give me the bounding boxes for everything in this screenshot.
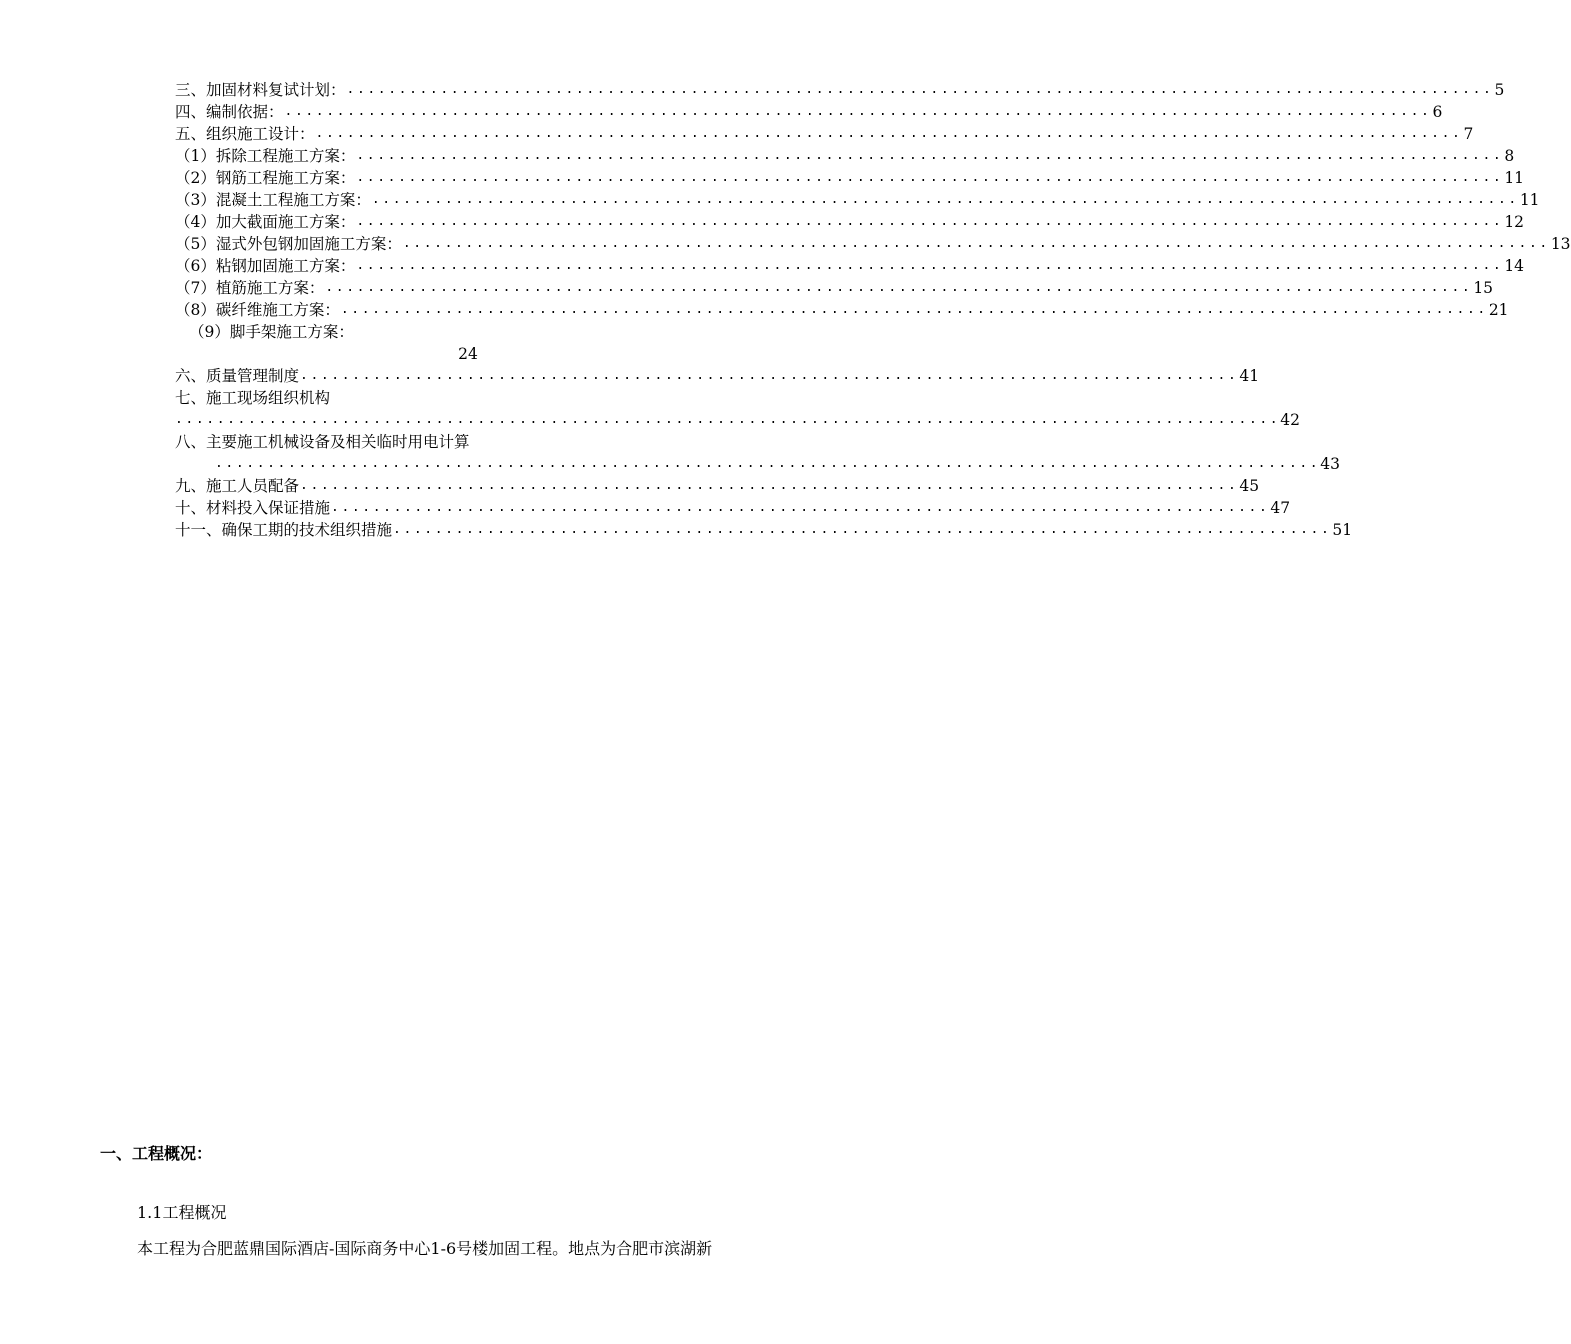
sub-heading: 1.1工程概况 <box>137 1203 227 1222</box>
toc-entry-label: （3）混凝土工程施工方案： <box>175 191 371 209</box>
toc-entry-label: 十一、确保工期的技术组织措施 <box>175 521 393 539</box>
toc-entry-page: 12 <box>1504 213 1525 231</box>
toc-entry-page: 43 <box>1320 455 1340 473</box>
toc-entry-page: 6 <box>1432 103 1443 121</box>
toc-entry-page: 14 <box>1504 257 1525 275</box>
toc-entry-staff[interactable] <box>175 475 1260 497</box>
toc-entry-page: 42 <box>1280 411 1300 429</box>
toc-leader-dots: .............................................................................................................. <box>371 192 1519 207</box>
table-of-contents <box>175 79 1571 541</box>
toc-entry-label: （1）拆除工程施工方案： <box>175 147 356 165</box>
toc-entry-page: 41 <box>1239 367 1260 385</box>
toc-leader-dots: .............................................................................................................. <box>315 126 1463 141</box>
toc-entry-page: 11 <box>1519 191 1540 209</box>
toc-entry[interactable] <box>175 189 1540 211</box>
toc-entry[interactable] <box>175 233 1571 255</box>
toc-entry[interactable] <box>175 167 1525 189</box>
toc-entry-page: 51 <box>1332 521 1353 539</box>
toc-entry-label: 六、质量管理制度 <box>175 367 300 385</box>
toc-entry-label: 四、编制依据： <box>175 103 284 121</box>
toc-entry-quality[interactable] <box>175 365 1260 387</box>
toc-leader-dots: .............................................................................................................. <box>356 214 1504 229</box>
toc-entry[interactable] <box>175 277 1494 299</box>
toc-leader-dots: .............................................................................................................. <box>346 82 1494 97</box>
toc-entry-label: 五、组织施工设计： <box>175 125 315 143</box>
toc-leader-dots: .............................................................................................................. <box>402 236 1550 251</box>
toc-leader-dots: .............................................................................................................. <box>356 170 1504 185</box>
toc-leader-dots: .......................................................................................... <box>300 478 1239 493</box>
toc-entry-material[interactable] <box>175 497 1291 519</box>
toc-leader-dots: .......................................................................................... <box>393 522 1332 537</box>
toc-entry[interactable] <box>175 123 1474 145</box>
toc-entry-page: 15 <box>1473 279 1494 297</box>
toc-entry-label: （7）植筋施工方案： <box>175 279 325 297</box>
toc-entry-9-page: 24 <box>458 345 478 363</box>
toc-entry-organization[interactable] <box>175 387 761 409</box>
toc-entry[interactable] <box>175 299 1509 321</box>
toc-leader-dots: .......................................................................................... <box>331 500 1270 515</box>
toc-entry[interactable] <box>175 101 1443 123</box>
section-heading: 一、工程概况： <box>100 1144 213 1163</box>
toc-entry-label: 三、加固材料复试计划： <box>175 81 346 99</box>
toc-entry-schedule[interactable] <box>175 519 1353 541</box>
toc-leader-dots: .......................................................................................................... <box>175 412 1281 427</box>
toc-entry-page: 47 <box>1270 499 1291 517</box>
toc-entry-label: 八、主要施工机械设备及相关临时用电计算 <box>175 433 470 451</box>
body-paragraph: 本工程为合肥蓝鼎国际酒店-国际商务中心1-6号楼加固工程。地点为合肥市滨湖新 <box>137 1239 713 1258</box>
toc-entry-label: （8）碳纤维施工方案： <box>175 301 340 319</box>
toc-leader-dots: .............................................................................................................. <box>356 258 1504 273</box>
toc-entry-page: 7 <box>1463 125 1474 143</box>
toc-entry-label: （2）钢筋工程施工方案： <box>175 169 356 187</box>
toc-entry-page: 45 <box>1239 477 1260 495</box>
toc-leader-dots: .............................................................................................................. <box>340 302 1488 317</box>
toc-entry-label: （6）粘钢加固施工方案： <box>175 257 356 275</box>
toc-entry-9[interactable] <box>175 321 761 343</box>
toc-entry[interactable] <box>175 211 1525 233</box>
toc-leader-dots: .......................................................................................... <box>300 368 1239 383</box>
toc-entry-equipment[interactable] <box>175 431 761 453</box>
toc-leader-dots: .......................................................................................................... <box>215 456 1321 471</box>
toc-entry-page: 21 <box>1488 301 1509 319</box>
toc-entry-label: （4）加大截面施工方案： <box>175 213 356 231</box>
toc-entry-label: 七、施工现场组织机构 <box>175 389 331 407</box>
toc-entry-label: 九、施工人员配备 <box>175 477 300 495</box>
toc-entry-label: （5）湿式外包钢加固施工方案： <box>175 235 402 253</box>
toc-entry[interactable] <box>175 145 1515 167</box>
toc-entry-label: （9）脚手架施工方案： <box>189 323 354 341</box>
toc-entry-organization-leader <box>175 409 1300 431</box>
toc-entry[interactable] <box>175 79 1505 101</box>
toc-entry-page: 8 <box>1504 147 1515 165</box>
toc-entry-page: 11 <box>1504 169 1525 187</box>
toc-leader-dots: .............................................................................................................. <box>356 148 1504 163</box>
toc-leader-dots: .............................................................................................................. <box>325 280 1473 295</box>
toc-entry-label: 十、材料投入保证措施 <box>175 499 331 517</box>
toc-entry-page: 13 <box>1550 235 1571 253</box>
toc-entry-equipment-leader <box>175 453 1340 475</box>
toc-entry-page: 5 <box>1494 81 1505 99</box>
toc-leader-dots: .............................................................................................................. <box>284 104 1432 119</box>
toc-entry[interactable] <box>175 255 1525 277</box>
